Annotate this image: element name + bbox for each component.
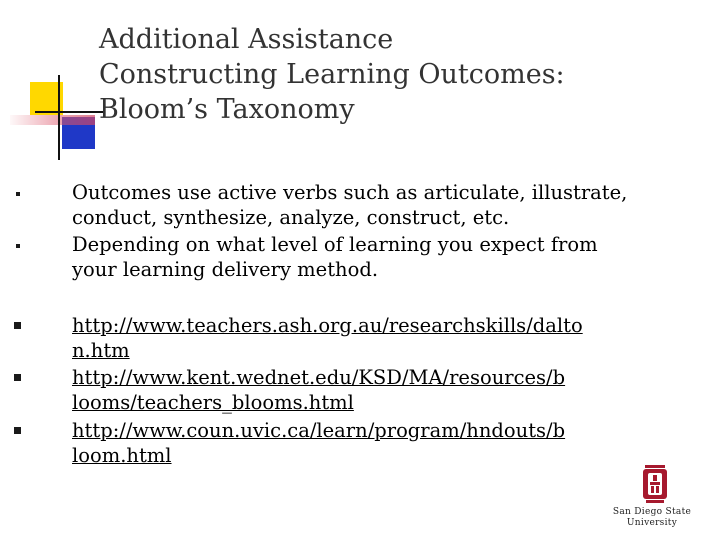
slide-title-line-3: Bloom’s Taxonomy (99, 94, 355, 125)
bullet-text-line: Outcomes use active verbs such as articulate, illustrate, (72, 181, 628, 204)
link-item-kent (72, 365, 672, 415)
square-bullet-icon (14, 322, 21, 329)
bullet-point-learning-level (72, 232, 672, 282)
link-text-line: loom.html (72, 444, 172, 467)
logo-line-2: University (626, 518, 678, 528)
link-text-line: http://www.kent.wednet.edu/KSD/MA/resources/b (72, 366, 566, 389)
link-uvic-bloom[interactable] (72, 418, 672, 468)
bullet-text-line: your learning delivery method. (72, 258, 379, 281)
link-text-line: looms/teachers_blooms.html (72, 391, 354, 414)
bullet-point-active-verbs (72, 180, 672, 230)
square-bullet-icon (14, 427, 21, 434)
logo-line-1: San Diego State (612, 507, 692, 517)
sdsu-logo (606, 464, 698, 530)
link-text-line: http://www.coun.uvic.ca/learn/program/hndouts/b (72, 419, 566, 442)
link-item-uvic (72, 418, 672, 468)
link-text-line: http://www.teachers.ash.org.au/researchskills/dalto (72, 314, 583, 337)
small-square-bullet-icon (16, 244, 20, 248)
link-teachers-dalton[interactable] (72, 313, 672, 363)
link-kent-blooms[interactable] (72, 365, 672, 415)
square-bullet-icon (14, 374, 21, 381)
logo-wordmark (606, 507, 698, 529)
bullet-text-line: conduct, synthesize, analyze, construct, etc. (72, 206, 510, 229)
link-text-line: n.htm (72, 339, 130, 362)
university-seal-icon (642, 464, 668, 506)
link-item-teachers (72, 313, 672, 363)
slide-title-line-2: Constructing Learning Outcomes: (99, 59, 565, 90)
bullet-text-line: Depending on what level of learning you expect from (72, 233, 598, 256)
slide-title-line-1: Additional Assistance (99, 24, 394, 55)
small-square-bullet-icon (16, 192, 20, 196)
